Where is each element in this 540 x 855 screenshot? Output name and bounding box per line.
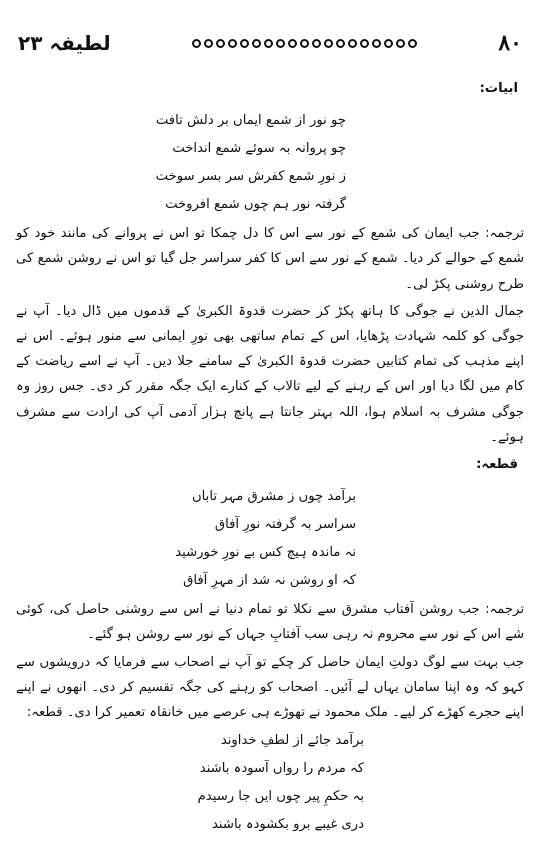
page-number: ۸۰ bbox=[498, 30, 522, 56]
verse-line: دری غیبے برو بکشودہ باشند bbox=[212, 817, 364, 833]
translation-paragraph-2: ترجمہ: جب روشن آفتاب مشرق سے نکلا تو تمام دنیا نے اس سے روشنی حاصل کی، کوئی شے اس کے نور سے محروم نہ رہی سب آفتابِ جہاں کے نور سے روشن ہو گئے۔ bbox=[16, 602, 524, 643]
verse-line: نہ ماندہ ہیچ کس بے نورِ خورشید bbox=[175, 545, 356, 561]
verse-block-1 bbox=[16, 107, 524, 219]
verse-line: برآمد چوں ز مشرق مہر تاباں bbox=[191, 489, 356, 505]
page-header bbox=[18, 28, 522, 58]
section-heading-qita: قطعہ: bbox=[476, 457, 518, 473]
verse-line: چو پروانہ بہ سوئے شمع انداخت bbox=[172, 141, 346, 157]
verse-line: ز نورِ شمع کفرش سر بسر سوخت bbox=[155, 169, 346, 185]
verse-line: گرفتہ نور ہم چوں شمع افروخت bbox=[165, 197, 346, 213]
running-head: لطیفہ ۲۳ bbox=[18, 31, 111, 55]
section-heading-abyat: ابیات: bbox=[479, 81, 518, 96]
header-ornament bbox=[192, 39, 417, 48]
verse-line: سراسر بہ گرفتہ نورِ آفاق bbox=[214, 517, 356, 533]
verse-line: کہ او روشن نہ شد از مہرِ آفاق bbox=[183, 573, 356, 589]
verse-block-3 bbox=[16, 727, 524, 839]
body-paragraph-2: جب بہت سے لوگ دولتِ ایمان حاصل کر چکے تو آپ نے اصحاب سے فرمایا کہ درویشوں سے کہو کہ وہ اپنا سامان یہاں لے آئیں۔ اصحاب کو رہنے کی جگہ تقسیم کر دی۔ انھوں نے اپنے اپنے حجرے کھڑے کر لیے۔ ملک محمود نے تھوڑے ہی عرصے میں خانقاہ تعمیر کرا دی۔ قطعہ: bbox=[16, 654, 524, 721]
verse-line: کہ مردم را رواں آسودہ باشند bbox=[199, 761, 364, 777]
verse-line: چو نور از شمع ایماں بر دلش تافت bbox=[155, 113, 346, 129]
body-paragraph-1: جمال الدین نے جوگی کا ہاتھ پکڑ کر حضرت قدوۃ الکبریٰ کے قدموں میں ڈال دیا۔ آپ نے جوگی کو کلمہ شہادت پڑھایا، اس کے تمام ساتھی بھی نورِ ایمانی سے منور ہوئے۔ اس نے اپنے مذہب کی تمام کتابیں حضرت قدوۃ الکبریٰ کے سامنے جلا دیں۔ آپ نے اسے ریاضت کے کام میں لگا دیا اور اس کے رہنے کے لیے تالاب کے کنارے ایک جگہ مقرر کر دی۔ جس روز وہ جوگی مشرف بہ اسلام ہوا، اللہ بہتر جانتا ہے پانچ ہزار آدمی آپ کی ارادت سے مشرف ہوئے۔ bbox=[16, 303, 524, 445]
verse-block-2 bbox=[16, 483, 524, 595]
verse-line: برآمد جائے از لطفِ خداوند bbox=[220, 733, 364, 749]
verse-line: بہ حکمِ پیر چوں ایں جا رسیدم bbox=[197, 789, 364, 805]
page-body bbox=[16, 76, 524, 841]
translation-paragraph-1: ترجمہ: جب ایمان کی شمع کے نور سے اس کا دل چمکا تو اس نے پروانے کی مانند خود کو شمع کے حوالے کر دیا۔ شمع کے نور سے اس کا کفر سراسر جل گیا تو اس نے روشن شمع کی طرح روشنی پکڑ لی۔ bbox=[16, 226, 524, 292]
